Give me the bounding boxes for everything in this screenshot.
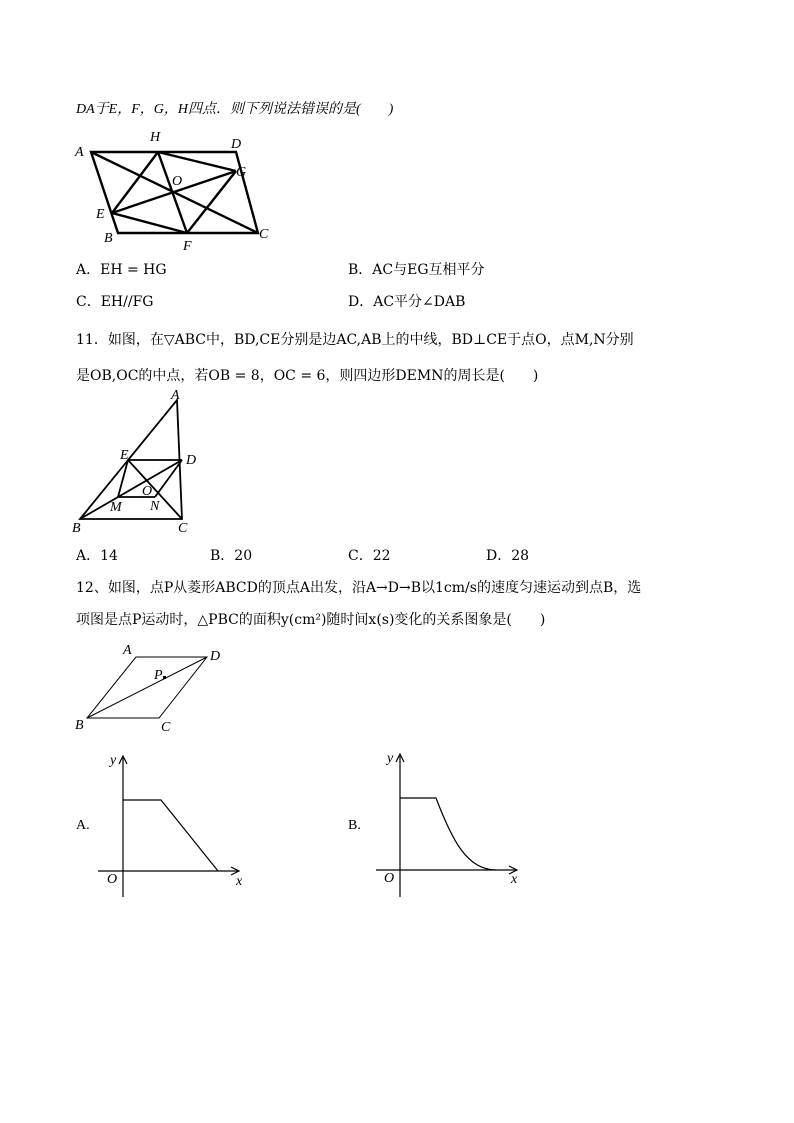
- q12-graph-b-option-label: B.: [348, 818, 361, 833]
- q11-option-d: D．28: [486, 548, 530, 564]
- q10-label-d: D: [231, 137, 242, 152]
- q11-label-o: O: [142, 484, 153, 499]
- q10-parallelogram-figure: [70, 128, 290, 253]
- q12-graph-a-y-label: y: [110, 753, 117, 768]
- q11-stem-line1: 11．如图，在▽ABC中，BD,CE分别是边AC,AB上的中线，BD⊥CE于点O，点M,N分别: [76, 332, 634, 348]
- q12-stem-line1: 12、如图，点P从菱形ABCD的顶点A出发，沿A→D→B以1cm/s的速度匀速运动到点B，选: [76, 580, 642, 596]
- q12-label-b: B: [75, 718, 84, 733]
- q10-option-b: B．AC与EG互相平分: [348, 262, 485, 278]
- q11-label-b: B: [72, 521, 81, 536]
- q12-graph-b-x-label: x: [511, 872, 518, 887]
- q12-graph-b: [372, 750, 532, 900]
- q11-label-m: M: [110, 500, 122, 515]
- q10-option-c: C．EH//FG: [76, 294, 154, 310]
- q10-label-h: H: [150, 130, 161, 145]
- q10-option-a: A．EH = HG: [76, 262, 167, 278]
- q11-option-b: B．20: [210, 548, 253, 564]
- q12-rhombus-figure: [70, 640, 240, 740]
- q10-label-f: F: [183, 239, 192, 254]
- q12-graph-b-origin-label: O: [384, 871, 395, 886]
- q11-option-a: A．14: [76, 548, 118, 564]
- q12-graph-b-y-label: y: [387, 751, 394, 766]
- q11-label-e: E: [120, 448, 129, 463]
- q12-graph-a-option-label: A.: [76, 818, 90, 833]
- q10-label-c: C: [259, 227, 269, 242]
- q10-stem: DA于E，F，G，H四点．则下列说法错误的是( ): [76, 102, 394, 117]
- q12-graph-a: [95, 752, 255, 902]
- q10-label-a: A: [75, 145, 84, 160]
- q10-label-o: O: [172, 174, 183, 189]
- q10-label-b: B: [104, 231, 113, 246]
- q12-label-c: C: [161, 720, 171, 735]
- q12-label-p: P: [154, 668, 163, 683]
- q11-triangle-figure: [70, 388, 200, 538]
- q10-option-d: D．AC平分∠DAB: [348, 294, 466, 310]
- q12-stem-line2: 项图是点P运动时，△PBC的面积y(cm²)随时间x(s)变化的关系图象是( ): [76, 612, 546, 628]
- q12-label-a: A: [123, 643, 132, 658]
- q11-label-d: D: [186, 453, 197, 468]
- q11-stem-line2: 是OB,OC的中点，若OB = 8，OC = 6，则四边形DEMN的周长是( ): [76, 368, 539, 384]
- q12-graph-a-x-label: x: [236, 874, 243, 889]
- q10-label-e: E: [96, 207, 105, 222]
- q11-label-a: A: [171, 388, 180, 403]
- q11-option-c: C．22: [348, 548, 391, 564]
- q11-label-c: C: [178, 521, 188, 536]
- q12-graph-a-origin-label: O: [107, 872, 118, 887]
- q10-label-g: G: [236, 165, 247, 180]
- q11-label-n: N: [150, 499, 160, 514]
- q12-label-d: D: [210, 649, 221, 664]
